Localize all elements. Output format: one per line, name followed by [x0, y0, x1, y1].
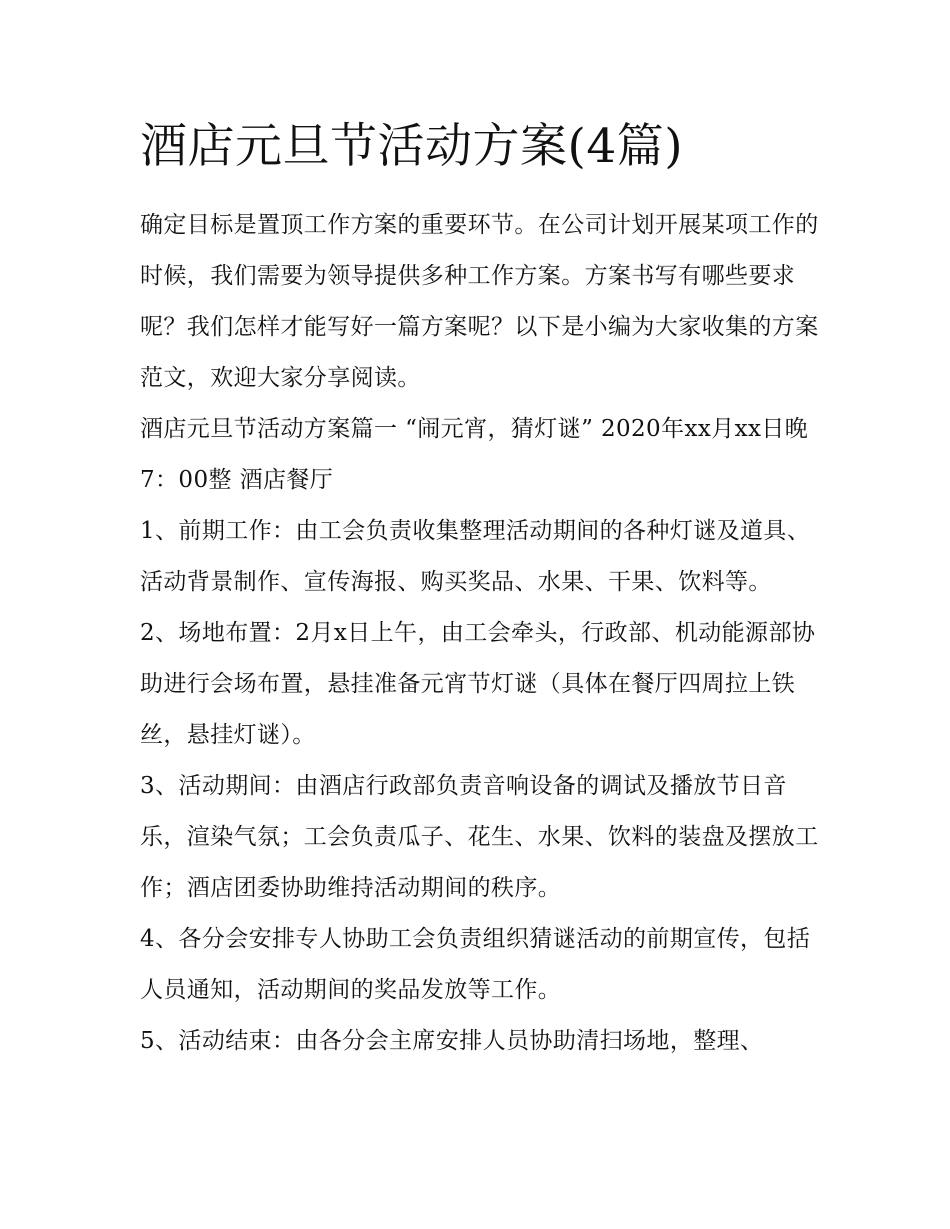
intro-paragraph: 确定目标是置顶工作方案的重要环节。在公司计划开展某项工作的时候，我们需要为领导提供多种工作方案。方案书写有哪些要求呢？我们怎样才能写好一篇方案呢？以下是小编为大家收集的方案范文，欢迎大家分享阅读。	[140, 212, 819, 391]
step-2-paragraph: 2、场地布置：2月x日上午，由工会牵头，行政部、机动能源部协助进行会场布置，悬挂准备元宵节灯谜（具体在餐厅四周拉上铁丝，悬挂灯谜）。	[140, 620, 816, 748]
step-1-paragraph: 1、前期工作：由工会负责收集整理活动期间的各种灯谜及道具、活动背景制作、宣传海报、购买奖品、水果、干果、饮料等。	[140, 518, 811, 595]
step-3-paragraph: 3、活动期间：由酒店行政部负责音响设备的调试及播放节日音乐，渲染气氛；工会负责瓜子、花生、水果、饮料的装盘及摆放工作；酒店团委协助维持活动期间的秩序。	[140, 773, 819, 901]
document-title: 酒店元旦节活动方案(4篇)	[140, 119, 684, 174]
step-5-paragraph: 5、活动结束：由各分会主席安排人员协助清扫场地，整理、	[140, 1028, 764, 1054]
step-4-paragraph: 4、各分会安排专人协助工会负责组织猜谜活动的前期宣传，包括人员通知，活动期间的奖品发放等工作。	[140, 926, 811, 1003]
document-page	[140, 0, 820, 1067]
plan-one-heading-paragraph: 酒店元旦节活动方案篇一 “闹元宵，猜灯谜” 2020年xx月xx日晚7：00整 酒店餐厅	[140, 416, 809, 493]
